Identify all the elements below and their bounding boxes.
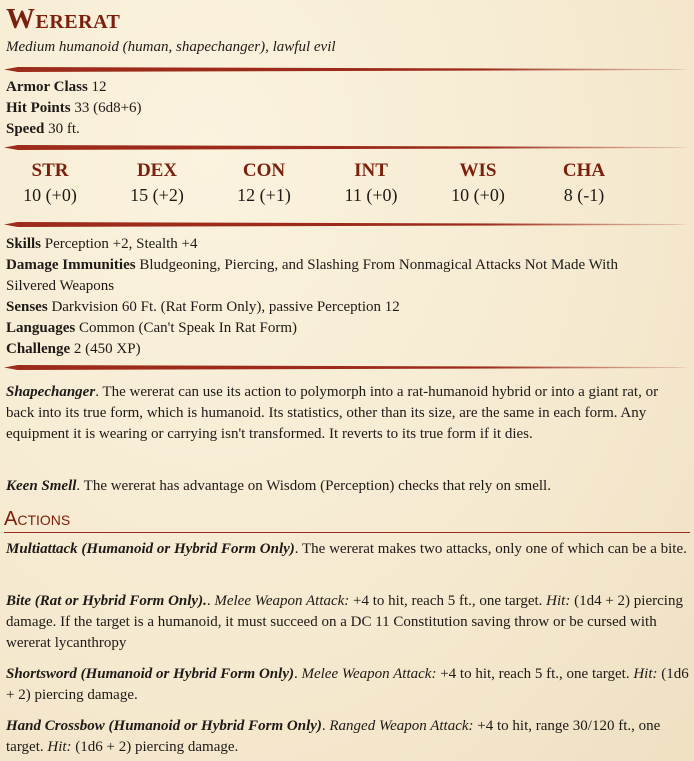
ability-value: 11 (+0) [344, 185, 398, 205]
senses-value: Darkvision 60 Ft. (Rat Form Only), passive Perception 12 [51, 299, 400, 315]
damage-immunities-value: Bludgeoning, Piercing, and Slashing From Nonmagical Attacks Not Made With [139, 257, 618, 273]
divider [4, 222, 690, 227]
hit-points-label: Hit Points [6, 100, 71, 116]
action-text: +4 to hit, reach 5 ft., one target. [349, 593, 547, 609]
damage-immunities-label: Damage Immunities [6, 257, 136, 273]
ability-name: WIS [459, 160, 497, 181]
ability-name: INT [354, 160, 388, 181]
divider [4, 67, 690, 72]
challenge-line [6, 341, 141, 358]
attack-type: Ranged Weapon Attack: [329, 718, 474, 734]
armor-class-value: 12 [91, 79, 107, 95]
actions-heading: Actions [4, 508, 71, 530]
monster-meta: Medium humanoid (human, shapechanger), lawful evil [6, 39, 336, 55]
ability-dex [112, 160, 202, 206]
ability-int [326, 160, 416, 206]
damage-immunities-line [6, 257, 618, 274]
attack-type: Melee Weapon Attack: [214, 593, 350, 609]
hit-label: Hit: [47, 739, 72, 755]
action-name: Bite (Rat or Hybrid Form Only). [6, 593, 207, 609]
armor-class-line [6, 79, 107, 96]
ability-name: CON [242, 160, 286, 181]
damage-immunities-line-2 [6, 278, 114, 295]
ability-cha [539, 160, 629, 206]
trait-keen-smell [6, 476, 690, 497]
speed-line [6, 121, 80, 138]
ability-con [219, 160, 309, 206]
action-name: Shortsword (Humanoid or Hybrid Form Only) [6, 666, 294, 682]
damage-immunities-value-cont: Silvered Weapons [6, 278, 115, 294]
senses-label: Senses [6, 299, 48, 315]
trait-name: Shapechanger [6, 384, 96, 400]
action-name: Hand Crossbow (Humanoid or Hybrid Form Only) [6, 718, 322, 734]
armor-class-label: Armor Class [6, 79, 88, 95]
ability-name: STR [31, 160, 69, 181]
action-text: . [206, 593, 215, 609]
trait-shapechanger [6, 382, 690, 445]
action-multiattack [6, 539, 690, 560]
ability-value: 8 (-1) [563, 185, 605, 205]
trait-text: . The wererat has advantage on Wisdom (Perception) checks that rely on smell. [76, 478, 551, 494]
action-text: . The wererat makes two attacks, only one of which can be a bite. [294, 541, 687, 557]
ability-value: 10 (+0) [451, 185, 505, 205]
ability-str [5, 160, 95, 206]
action-name: Multiattack (Humanoid or Hybrid Form Only) [6, 541, 295, 557]
ability-value: 10 (+0) [23, 185, 77, 205]
ability-wis [433, 160, 523, 206]
languages-value: Common (Can't Speak In Rat Form) [78, 320, 298, 336]
hit-points-line [6, 100, 142, 117]
speed-value: 30 ft. [48, 121, 80, 137]
languages-label: Languages [6, 320, 76, 336]
hit-label: Hit: [546, 593, 571, 609]
actions-divider [4, 532, 690, 533]
skills-label: Skills [6, 236, 42, 252]
divider [4, 365, 690, 370]
hit-label: Hit: [633, 666, 658, 682]
action-hand-crossbow [6, 716, 690, 758]
challenge-label: Challenge [6, 341, 71, 357]
action-bite [6, 591, 690, 654]
action-text: +4 to hit, reach 5 ft., one target. [436, 666, 634, 682]
action-shortsword [6, 664, 690, 706]
trait-text: . The wererat can use its action to polymorph into a rat-humanoid hybrid or into a giant rat, or back into its true form, which is humanoid. Its statistics, other than its size, are the same in each form. Any equipment it is wearing or carrying isn't transformed. It reverts to its true form if it dies. [6, 384, 659, 442]
action-text: . [293, 666, 302, 682]
attack-type: Melee Weapon Attack: [301, 666, 437, 682]
ability-scores [0, 160, 694, 216]
monster-name: Wererat [6, 3, 121, 35]
action-text: +4 to hit, range 30/120 ft., one target. [6, 718, 661, 755]
action-text: (1d6 + 2) piercing damage. [6, 666, 689, 703]
skills-line [6, 236, 198, 253]
action-text: . [321, 718, 330, 734]
speed-label: Speed [6, 121, 45, 137]
ability-value: 15 (+2) [130, 185, 184, 205]
senses-line [6, 299, 400, 316]
action-text: (1d6 + 2) piercing damage. [71, 739, 239, 755]
ability-name: CHA [562, 160, 606, 181]
divider [4, 145, 690, 150]
action-text: (1d4 + 2) piercing damage. If the target is a humanoid, it must succeed on a DC 11 Constitution saving throw or be cursed with wererat lycanthropy [6, 593, 683, 651]
skills-value: Perception +2, Stealth +4 [44, 236, 198, 252]
trait-name: Keen Smell [6, 478, 77, 494]
languages-line [6, 320, 297, 337]
ability-value: 12 (+1) [237, 185, 291, 205]
hit-points-value: 33 (6d8+6) [74, 100, 142, 116]
challenge-value: 2 (450 XP) [73, 341, 141, 357]
ability-name: DEX [136, 160, 178, 181]
